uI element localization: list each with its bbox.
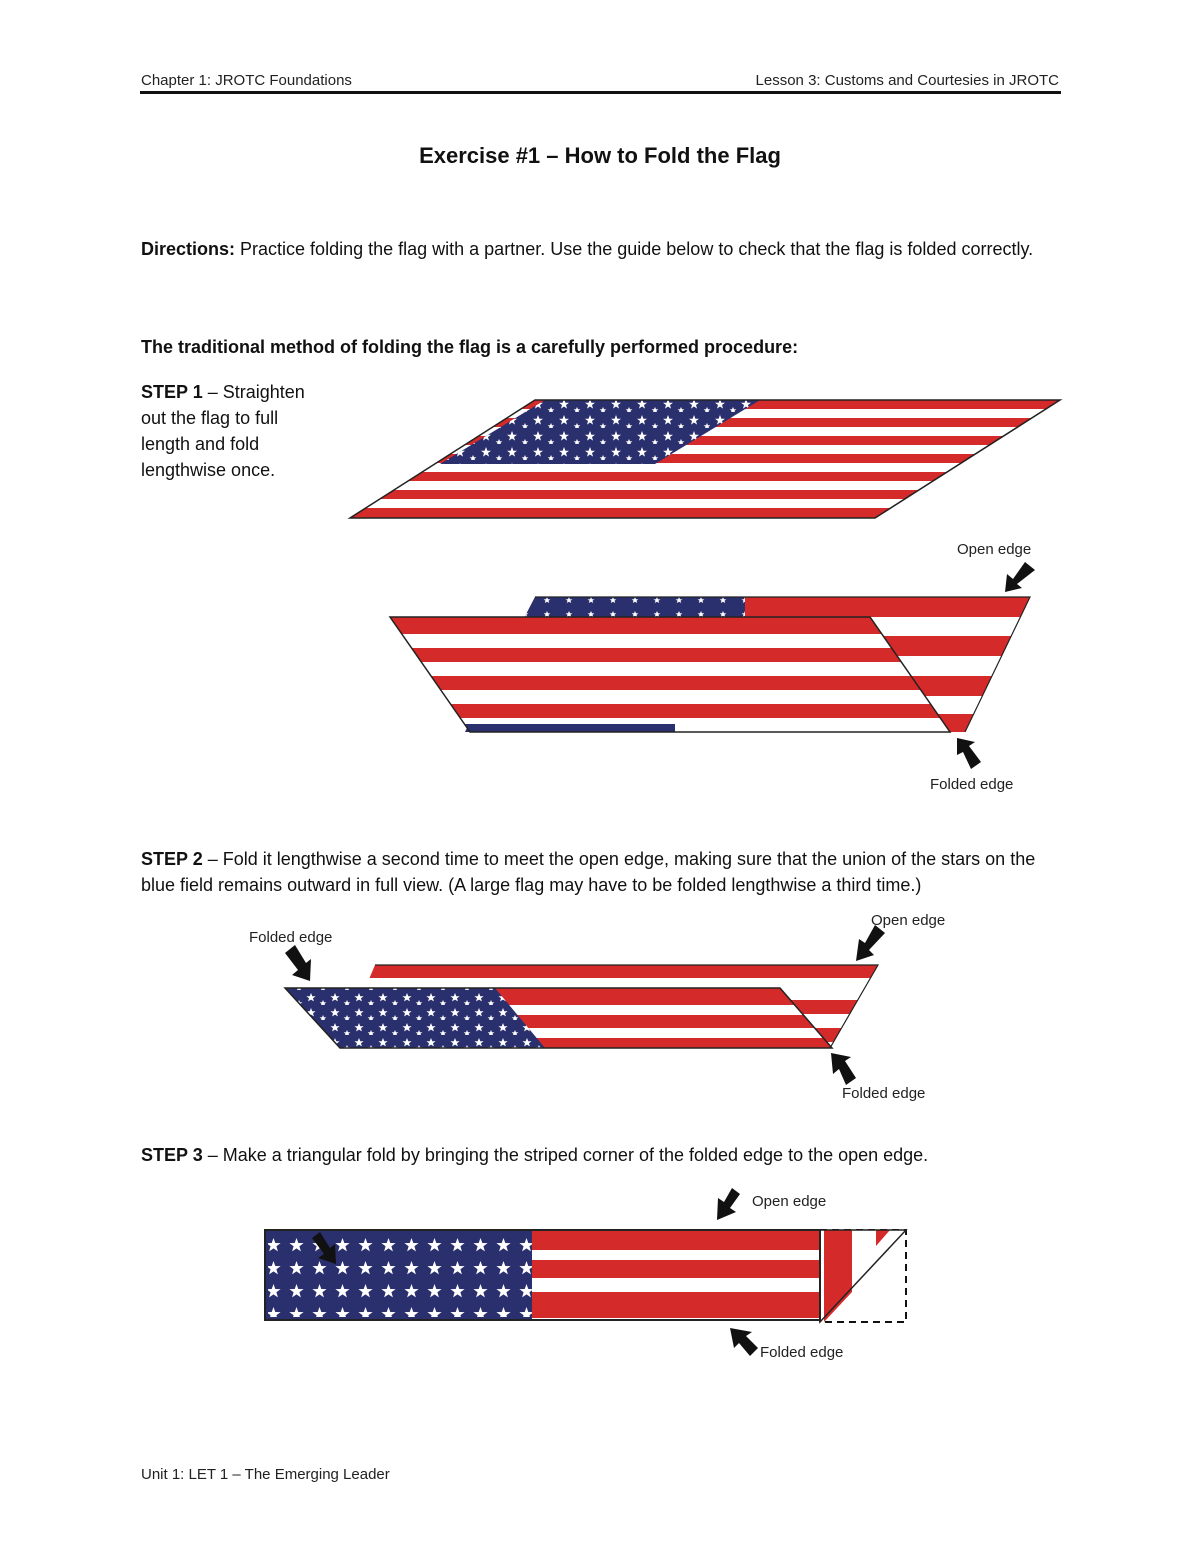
- fig1-open-edge-label: Open edge: [957, 541, 1032, 558]
- step-3-text: [141, 1142, 1066, 1168]
- fig3-open-edge-label: Open edge: [752, 1193, 827, 1210]
- flag-unfolded-figure: [350, 396, 1065, 524]
- header-lesson: Lesson 3: Customs and Courtesies in JROTC: [755, 72, 1059, 89]
- intro-heading: The traditional method of folding the flag is a carefully performed procedure:: [141, 337, 799, 357]
- fig1-folded-edge-label: Folded edge: [930, 776, 1014, 793]
- step-2-label: STEP 2: [141, 849, 203, 869]
- step-1-body: – Straighten out the flag to full length and fold lengthwise once.: [141, 382, 305, 480]
- directions-text: Practice folding the flag with a partner. Use the guide below to check that the flag is folded correctly.: [235, 239, 1034, 259]
- open-edge-arrow-icon: [1005, 562, 1035, 592]
- page-title: Exercise #1 – How to Fold the Flag: [419, 143, 781, 168]
- page-footer: Unit 1: LET 1 – The Emerging Leader: [141, 1466, 390, 1483]
- header-rule: [140, 91, 1061, 94]
- fig2-open-edge-label: Open edge: [871, 912, 946, 929]
- fig3-folded-edge-label: Folded edge: [760, 1344, 844, 1361]
- header-chapter: Chapter 1: JROTC Foundations: [141, 72, 352, 89]
- step-2-text: [141, 846, 1066, 898]
- directions-paragraph: [141, 236, 1041, 262]
- step-3-body: – Make a triangular fold by bringing the striped corner of the folded edge to the open edge.: [202, 1145, 929, 1165]
- fig2-folded-edge-bottom-label: Folded edge: [842, 1085, 926, 1102]
- flag-triangular-fold-figure: [262, 1188, 912, 1338]
- step-3-label: STEP 3: [141, 1145, 203, 1165]
- directions-label: Directions:: [141, 239, 236, 259]
- fig3-folded-edge-arrow-icon: [730, 1328, 758, 1356]
- fig2-folded-edge-bottom-arrow-icon: [831, 1053, 856, 1085]
- fig2-folded-edge-top-arrow-icon: [285, 945, 311, 981]
- flag-folded-once-figure: [385, 592, 1035, 742]
- step-1-label: STEP 1: [141, 382, 203, 402]
- fig3-open-edge-arrow-icon: [717, 1188, 740, 1220]
- step-2-body: – Fold it lengthwise a second time to meet the open edge, making sure that the union of the stars on the blue field remains outward in full view. (A large flag may have to be folded lengthwise a third time.): [141, 849, 1036, 895]
- step-1-text: [141, 379, 331, 483]
- fig2-arrows: [280, 925, 900, 1095]
- fig2-open-edge-arrow-icon: [856, 925, 885, 961]
- flag-unfolded-stripes: [350, 396, 1065, 524]
- folded-edge-arrow-icon: [957, 738, 981, 769]
- fig2-folded-edge-top-label: Folded edge: [249, 929, 333, 946]
